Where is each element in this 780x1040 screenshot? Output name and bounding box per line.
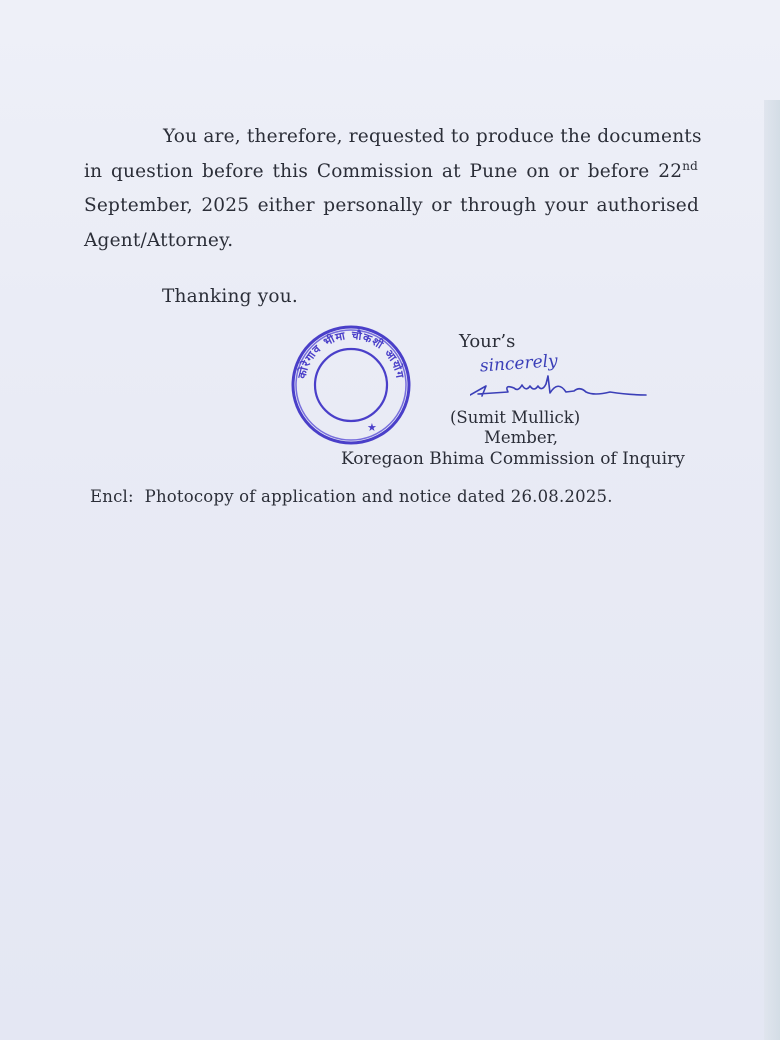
signatory-name: (Sumit Mullick) <box>450 408 581 427</box>
commission-stamp <box>290 323 412 447</box>
paragraph-line-2 <box>84 158 698 182</box>
thanking-line: Thanking you. <box>162 286 298 307</box>
handwritten-sincerely: sincerely <box>479 351 559 377</box>
enclosure-text: Photocopy of application and notice dated 26.08.2025. <box>144 487 613 506</box>
closing-salutation: Your’s <box>459 331 516 352</box>
signature-stroke <box>470 376 646 396</box>
date-ordinal-suffix: nd <box>682 158 698 173</box>
stamp-ring-text <box>294 328 407 381</box>
signatory-organization: Koregaon Bhima Commission of Inquiry <box>341 449 685 469</box>
paragraph-line-4: Agent/Attorney. <box>84 230 234 251</box>
star-icon: ★ <box>367 421 377 434</box>
paragraph-line-2-text: in question before this Commission at Pune on or before 22 <box>84 161 683 182</box>
enclosure-line <box>90 487 613 506</box>
stamp-ring-textpath: कोरेगाव भीमा चौकशी आयोग <box>295 328 407 380</box>
paragraph-line-1: You are, therefore, requested to produce the documents <box>163 126 702 147</box>
underlying-page-edge <box>764 100 780 1040</box>
enclosure-label: Encl: <box>90 487 134 506</box>
signatory-title: Member, <box>484 428 558 447</box>
handwritten-signature <box>470 348 650 406</box>
paragraph-line-3: September, 2025 either personally or through your authorised <box>84 195 699 216</box>
